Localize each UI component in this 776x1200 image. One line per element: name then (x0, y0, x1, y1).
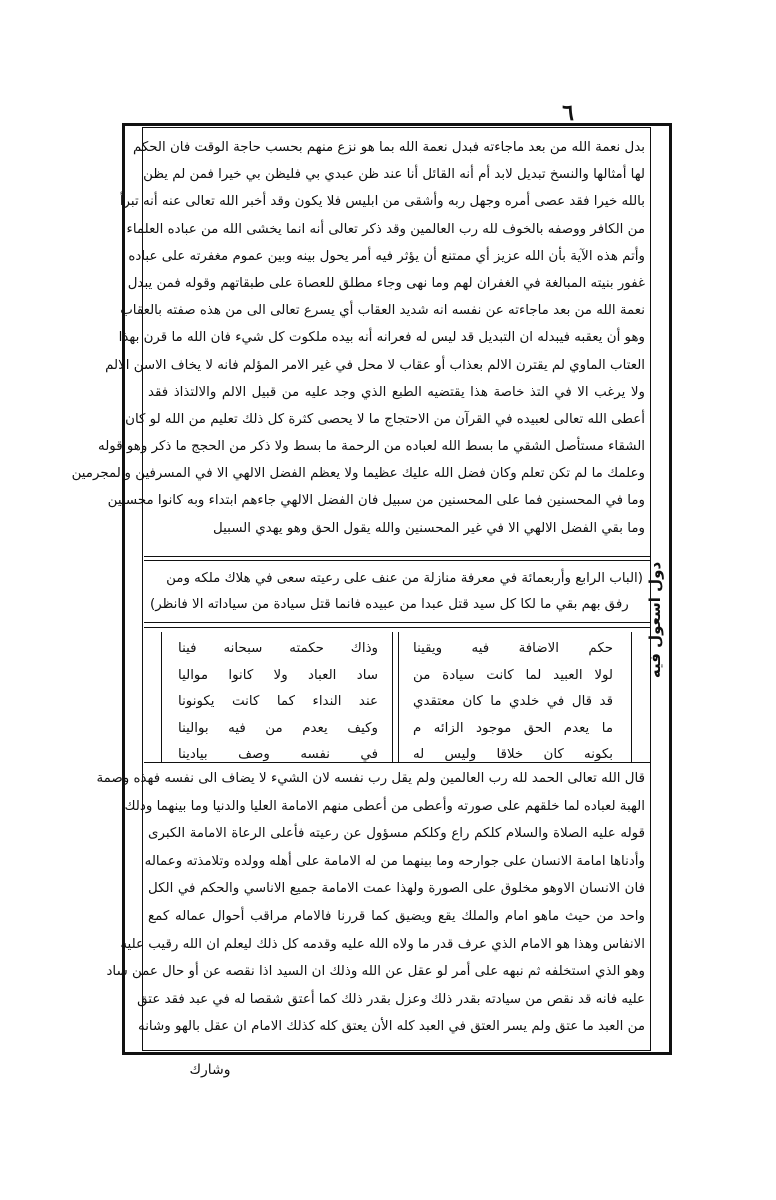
text-line: نعمة الله من بعد ماجاءته عن نفسه انه شديد العقاب أي يسرع تعالى الى من هذه صفته بالعقاب (120, 303, 645, 319)
text-line: بالله خيرا فقد عصى أمره وجهل ربه وأشقى من ابليس فلا يكون وقد أخبر الله تعالى عنه أنه تبرأ (119, 194, 645, 210)
rule-below-heading (144, 622, 650, 623)
text-line: من العبد ما عتق ولم يسر العتق في العبد كله الأن يعتق كله كذلك الامام ان عقل بالهو وشانه (138, 1019, 645, 1035)
text-line: الهبة لعباده لما خلقهم على صورته وأعطى من أعطى منهم الامامة العليا والدنيا وما بينهما وذلك (124, 798, 645, 814)
rule-above-heading (144, 556, 650, 557)
text-line: عليه فانه قد نقص من سيادته بقدر ذلك وعزل بقدر ذلك كما أعتق شقصا له في عبد فقد عتق (137, 991, 645, 1007)
text-line: وما بقي الفضل الالهي الا في غير المحسنين والله يقول الحق وهو يهدي السبيل (212, 520, 645, 536)
verse-line: بكونه كان خلاقا وليس له (413, 747, 613, 762)
verse-line: وكيف يعدم من فيه بوالينا (178, 720, 378, 736)
text-line: من الكافر ووصفه بالخوف لله رب العالمين وقد ذكر تعالى أنه انما يخشى الله من عباده العلماء (126, 221, 645, 237)
text-line: قوله عليه الصلاة والسلام كلكم راع وكلكم مسؤول عن رعيته فأعلى الرعاة الامامة الكبرى (148, 826, 645, 842)
margin-annotation: دول اسعول فيه (646, 561, 664, 679)
poem-right-border (631, 632, 632, 762)
text-line: غفور بنيته المبالغة في الغفران لهم وما نهى وجاء مطلق للعصاة على طبقاتهم وقوله فمن يبدل (127, 275, 645, 291)
poem-right-column (413, 636, 613, 769)
bottom-text-block (96, 765, 645, 1041)
verse-line: لولا العبيد لما كانت سيادة من (413, 667, 613, 683)
page-number: ٦ (562, 100, 574, 126)
text-line: قال الله تعالى الحمد لله رب العالمين ولم يقل رب نفسه لان الشيء لا يضاف الى نفسه فهذه وصمة (96, 771, 645, 786)
verse-line: وذاك حكمته سبحانه فينا (178, 641, 378, 656)
verse-line: ما يعدم الحق موجود الزائه م (413, 720, 613, 736)
text-line: واحد من حيث ماهو امام والملك يقع ويضيق كما قررنا فالامام مراقب أحوال عماله كمع (148, 908, 645, 924)
rule-above-heading-2 (144, 560, 650, 561)
poem-divider-2 (398, 632, 399, 762)
rule-below-poem (144, 762, 650, 763)
text-line: وهو أن يعقبه فيبدله ان التبديل قد ليس له فعرانه أنه بيده ملكوت كل شيء فان الله ما قرن بهذا (118, 330, 645, 346)
text-line: وما في المحسنين فما على المحسنين من سبيل فان الفضل الالهي جاءهم ابتداء وبه كانوا محسنين (107, 493, 645, 509)
catchword: وشارك (189, 1062, 231, 1078)
text-line: وأدناها امامة الانسان على جوارحه وما بينهما من له الامامة على أهله وولده وتلامذته وعماله (144, 853, 645, 869)
poem-divider-1 (392, 632, 393, 762)
top-text-block (71, 134, 645, 542)
verse-line: ساد العباد ولا كانوا مواليا (178, 667, 378, 683)
rule-below-heading-2 (144, 627, 650, 628)
chapter-heading (150, 566, 643, 618)
poem-left-border (161, 632, 162, 762)
verse-line: عند النداء كما كانت يكونونا (178, 694, 378, 709)
text-line: فان الانسان الاوهو مخلوق على الصورة ولهذا عمت الامامة جميع الاناسي والحكم في الكل (148, 881, 645, 897)
text-line: بدل نعمة الله من بعد ماجاءته فبدل نعمة الله بما هو نزع منهم بحسب حاجة الوقت فان الحكم (132, 140, 645, 155)
text-line: لها أمثالها والنسخ تبديل لابد أم أنه القائل أنا عند ظن عبدي بي فليظن بي خيرا فمن لم يظن (143, 167, 645, 183)
text-line: الشقاء مستأصل الشقي ما بسط الله لعباده من الرحمة ما بسط ولا ذكر من الحجج ما ذكر وهو قوله (98, 439, 645, 455)
text-line: ولا يرغب الا في التذ خاصة هذا يقتضيه الطبع الذي وجد عليه من قبيل الالم والالتذاذ فقد (148, 384, 645, 400)
poem-left-column (178, 636, 378, 769)
text-line: وهو الذي استخلفه ثم نبهه على أمر لو عقل عن الله وذلك ان السيد اذا نقصه عن أو حال عمن ساد (106, 964, 645, 980)
text-line: وعلمك ما لم تكن تعلم وكان فضل الله عليك عظيما ولا يعظم الفضل الالهي الا في المسرفين والمجرمين (71, 466, 645, 482)
text-line: أعطى الله تعالى لعبيده في القرآن من الاحتجاج ما لا يحصى كثرة كل ذلك تعليم من الله لو كان (125, 411, 645, 427)
heading-line-2: رفق بهم بقي ما لكا كل سيد قتل عبدا من عبيده فانما قتل سيادة من سياداته الا فانظر) (150, 597, 629, 612)
heading-line-1: (الباب الرابع وأربعمائة في معرفة منازلة من عنف على رعيته سعى في هلاك ملكه ومن (166, 571, 643, 586)
text-line: العتاب الماوي لم يقترن الالم بعذاب أو عقاب لا محل في غير الامر المؤلم فانه لا يخاف الاسن الالم (105, 357, 645, 373)
verse-line: في نفسه وصف بيادينا (178, 747, 378, 762)
verse-line: قد قال في خلدي ما كان معتقدي (413, 694, 613, 709)
text-line: وأتم هذه الآية بأن الله عزيز أي ممتنع أن يؤثر فيه أمر يحول بينه وبين عموم مغفرته على عباده (128, 248, 645, 264)
text-line: الانفاس وهذا هو الامام الذي عرف قدر ما ولاه الله عليه وقدمه كل ذلك ليعلم ان الله رقيب عليه (120, 936, 645, 952)
verse-line: حكم الاضافة فيه ويقينا (413, 641, 613, 656)
